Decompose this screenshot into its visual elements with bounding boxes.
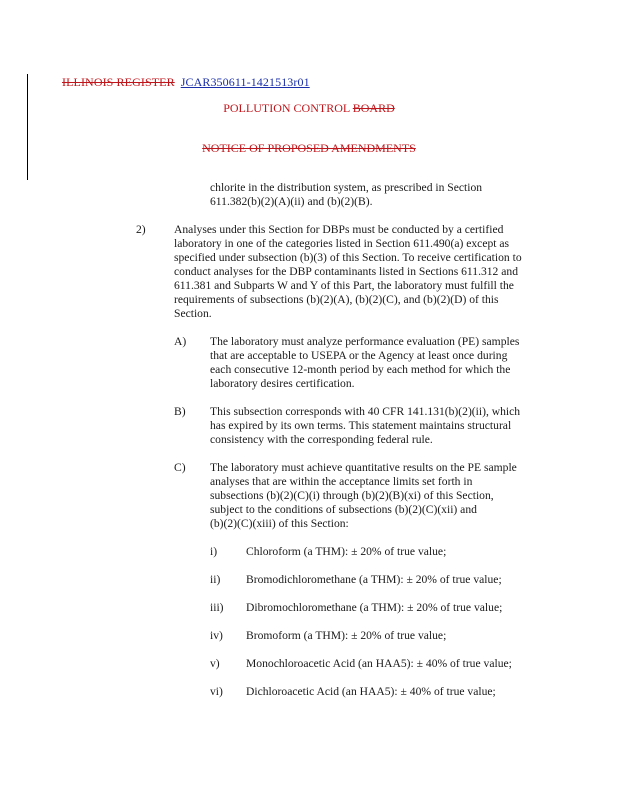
register-header: [62, 75, 310, 90]
item-i-label: i): [210, 545, 218, 558]
item-iv-label: iv): [210, 629, 223, 642]
subsection-a-line: The laboratory must analyze performance evaluation (PE) samples: [210, 335, 520, 348]
subsection-c-line: The laboratory must achieve quantitative results on the PE sample: [210, 461, 517, 474]
item-v-text: Monochloroacetic Acid (an HAA5): ± 40% of true value;: [246, 657, 512, 670]
item-ii-text: Bromodichloromethane (a THM): ± 20% of true value;: [246, 573, 502, 586]
item-2-line: 611.381 and Subparts W and Y of this Part, the laboratory must fulfill the: [174, 279, 514, 292]
item-2-line: specified under subsection (b)(3) of this Section. To receive certification to: [174, 251, 522, 264]
notice-text: NOTICE OF PROPOSED AMENDMENTS: [202, 141, 416, 155]
register-inserted-text: JCAR350611-1421513r01: [180, 75, 310, 89]
subsection-a-line: that are acceptable to USEPA or the Agency at least once during: [210, 349, 508, 362]
subsection-a-line: each consecutive 12-month period by each method for which the: [210, 363, 511, 376]
item-iii-label: iii): [210, 601, 224, 614]
item-2-line: requirements of subsections (b)(2)(A), (b)(2)(C), and (b)(2)(D) of this: [174, 293, 499, 306]
item-2-line: Section.: [174, 307, 212, 320]
item-2-label: 2): [136, 223, 146, 236]
agency-deleted-text: BOARD: [352, 101, 395, 115]
subsection-c-label: C): [174, 461, 186, 474]
item-v-label: v): [210, 657, 220, 670]
subsection-c-line: analyses that are within the acceptance limits set forth in: [210, 475, 473, 488]
revision-margin-bar: [27, 74, 28, 180]
subsection-a-label: A): [174, 335, 187, 348]
item-2-line: conduct analyses for the DBP contaminants listed in Sections 611.312 and: [174, 265, 518, 278]
subsection-c-line: subject to the conditions of subsections (b)(2)(C)(xii) and: [210, 503, 477, 516]
notice-header: [0, 141, 618, 156]
continuation-line-1: chlorite in the distribution system, as prescribed in Section: [210, 181, 483, 194]
subsection-b-line: has expired by its own terms. This statement maintains structural: [210, 419, 512, 432]
agency-text: POLLUTION CONTROL: [223, 101, 353, 115]
subsection-c-line: subsections (b)(2)(C)(i) through (b)(2)(B)(xi) of this Section,: [210, 489, 494, 502]
item-iv-text: Bromoform (a THM): ± 20% of true value;: [246, 629, 447, 642]
subsection-b-label: B): [174, 405, 186, 418]
item-2-line: laboratory in one of the categories listed in Section 611.490(a) except as: [174, 237, 510, 250]
item-vi-label: vi): [210, 685, 223, 698]
agency-header: [0, 101, 618, 116]
item-iii-text: Dibromochloromethane (a THM): ± 20% of true value;: [246, 601, 503, 614]
item-i-text: Chloroform (a THM): ± 20% of true value;: [246, 545, 447, 558]
item-2-line: Analyses under this Section for DBPs must be conducted by a certified: [174, 223, 504, 236]
subsection-c-line: (b)(2)(C)(xiii) of this Section:: [210, 517, 349, 530]
subsection-a-line: laboratory desires certification.: [210, 377, 355, 390]
register-deleted-text: ILLINOIS REGISTER: [62, 75, 175, 89]
subsection-b-line: This subsection corresponds with 40 CFR 141.131(b)(2)(ii), which: [210, 405, 521, 418]
subsection-b-line: consistency with the corresponding federal rule.: [210, 433, 433, 446]
item-vi-text: Dichloroacetic Acid (an HAA5): ± 40% of true value;: [246, 685, 496, 698]
item-ii-label: ii): [210, 573, 221, 586]
continuation-line-2: 611.382(b)(2)(A)(ii) and (b)(2)(B).: [210, 195, 373, 208]
